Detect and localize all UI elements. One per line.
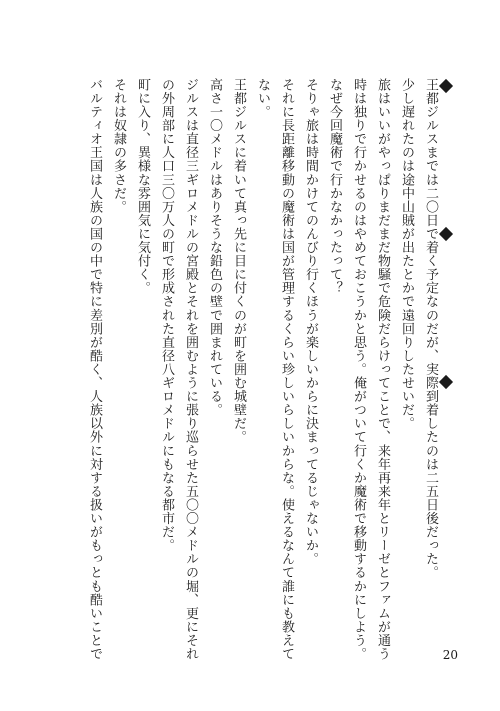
text-line: なぜ今回魔術で行かなかったって？	[327, 78, 342, 295]
text-line: 時は独りで行かせるのはやめておこうかと思う。俺がついて行くか魔術で移動するかにしよう。	[351, 78, 366, 661]
diamond-ornament-icon	[439, 79, 453, 93]
text-line: 町に入り、異様な雰囲気に気付く。	[135, 78, 150, 295]
text-line: 少し遅れたのは途中山賊が出たとかで遠回りしたせいだ。	[399, 78, 414, 431]
text-line: バルティオ王国は人族の国の中で特に差別が酷く、人族以外に対する扱いがもっとも酷いことで	[87, 78, 102, 661]
text-line: の外周部に人口三〇万人の町で形成された直径八ギロメドルにもなる都市だ。	[159, 78, 174, 553]
text-line: 王都ジルスに着いて真っ先に目に付くのが町を囲む城壁だ。	[231, 78, 246, 444]
page-number: 20	[442, 648, 458, 662]
diamond-ornament-icon	[439, 227, 453, 241]
text-line: そりゃ旅は時間かけてのんびり行くほうが楽しいからに決まってるじゃないか。	[303, 78, 318, 566]
scene-break-separator	[441, 81, 453, 389]
text-line: それに長距離移動の魔術は国が管理するくらい珍しいらしいからな。使えるなんて誰にも教えて	[279, 78, 294, 661]
body-text	[82, 78, 442, 661]
text-line: ジルスは直径三ギロメドルの宮殿とそれを囲むように張り巡らせた五〇〇メドルの堀、更にそれ	[183, 78, 198, 661]
text-line: 旅はいいがやっぱりまだまだ物騒で危険だらけってことで、来年再来年とリーゼとファムが通う	[375, 78, 390, 661]
text-line: ない。	[255, 78, 270, 119]
text-line: 高さ一〇メドルはありそうな鉛色の壁で囲まれている。	[207, 78, 222, 417]
text-line: それは奴隷の多さだ。	[111, 78, 126, 214]
text-line: 王都ジルスまでは二〇日で着く予定なのだが、実際到着したのは二五日後だった。	[423, 78, 438, 580]
diamond-ornament-icon	[439, 375, 453, 389]
